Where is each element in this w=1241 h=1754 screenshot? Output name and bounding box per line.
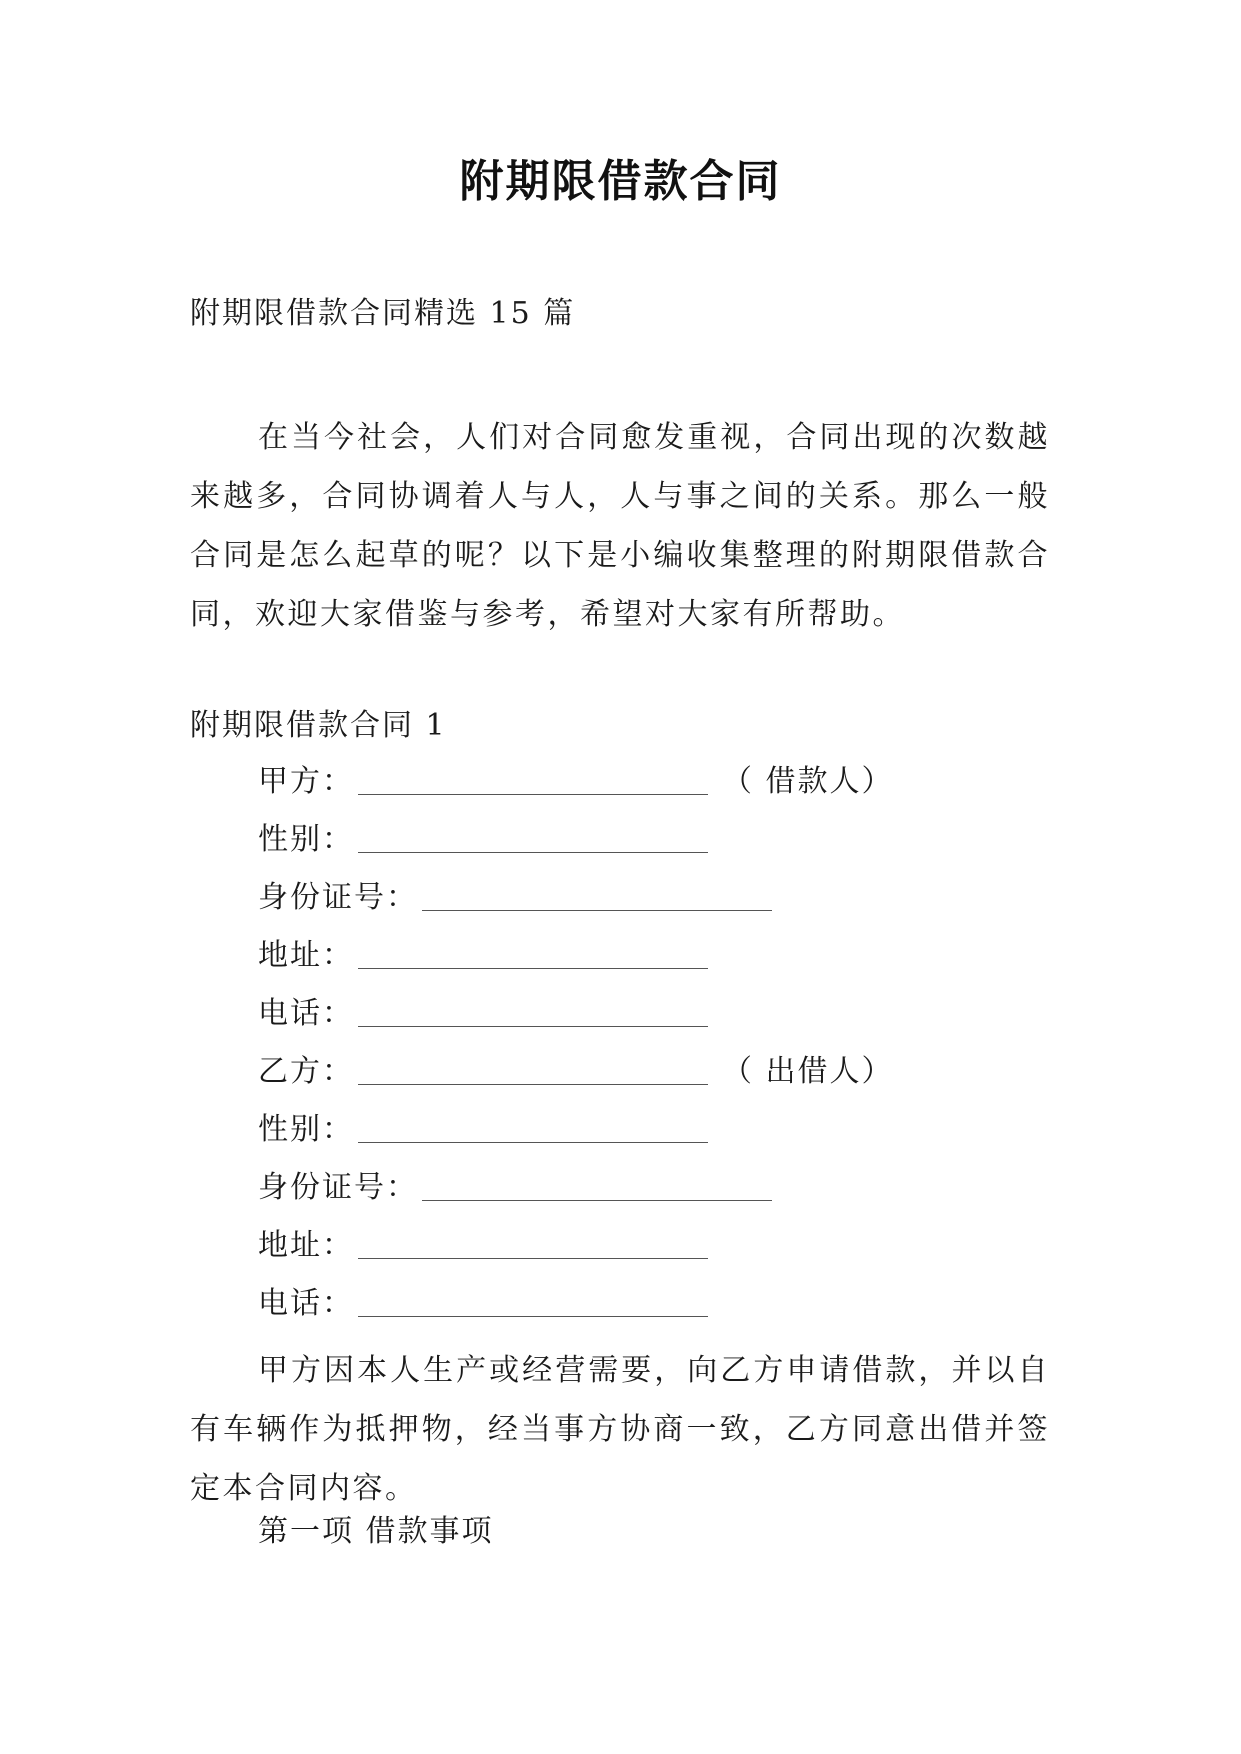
party-b-gender-label: 性别：: [258, 1112, 354, 1147]
document-subtitle: 附期限借款合同精选 15 篇: [190, 296, 576, 331]
party-b-name-field: [258, 1050, 894, 1094]
party-a-id-blank: [422, 908, 772, 911]
party-a-phone-label: 电话：: [258, 996, 354, 1031]
party-b-address-field: [258, 1224, 708, 1268]
party-a-role: （ 借款人）: [722, 764, 894, 799]
party-a-name-field: [258, 760, 894, 804]
party-b-phone-blank: [358, 1314, 708, 1317]
party-b-address-blank: [358, 1256, 708, 1259]
party-b-phone-label: 电话：: [258, 1286, 354, 1321]
party-b-role: （ 出借人）: [722, 1054, 894, 1089]
party-b-phone-field: [258, 1282, 708, 1326]
document-title: 附期限借款合同: [459, 156, 782, 207]
party-b-gender-blank: [358, 1140, 708, 1143]
party-a-address-label: 地址：: [258, 938, 354, 973]
party-a-name-blank: [358, 792, 708, 795]
party-a-id-label: 身份证号：: [258, 880, 418, 915]
party-b-address-label: 地址：: [258, 1228, 354, 1263]
item-heading: 第一项 借款事项: [258, 1514, 494, 1549]
party-a-id-field: [258, 876, 772, 920]
party-a-gender-label: 性别：: [258, 822, 354, 857]
party-a-gender-field: [258, 818, 708, 862]
party-a-phone-field: [258, 992, 708, 1036]
party-a-address-field: [258, 934, 708, 978]
party-b-id-blank: [422, 1198, 772, 1201]
party-b-name-label: 乙方：: [258, 1054, 354, 1089]
section-heading: 附期限借款合同 1: [190, 708, 447, 743]
party-a-gender-blank: [358, 850, 708, 853]
party-a-name-label: 甲方：: [258, 764, 354, 799]
party-a-phone-blank: [358, 1024, 708, 1027]
party-b-gender-field: [258, 1108, 708, 1152]
party-b-id-label: 身份证号：: [258, 1170, 418, 1205]
party-b-id-field: [258, 1166, 772, 1210]
intro-paragraph: 在当今社会，人们对合同愈发重视，合同出现的次数越来越多，合同协调着人与人，人与事之间的关系。那么一般合同是怎么起草的呢？以下是小编收集整理的附期限借款合同，欢迎大家借鉴与参考，希望对大家有所帮助。: [190, 420, 1050, 632]
party-a-address-blank: [358, 966, 708, 969]
party-b-name-blank: [358, 1082, 708, 1085]
agreement-paragraph: 甲方因本人生产或经营需要，向乙方申请借款，并以自有车辆作为抵押物，经当事方协商一致，乙方同意出借并签定本合同内容。: [190, 1353, 1050, 1506]
